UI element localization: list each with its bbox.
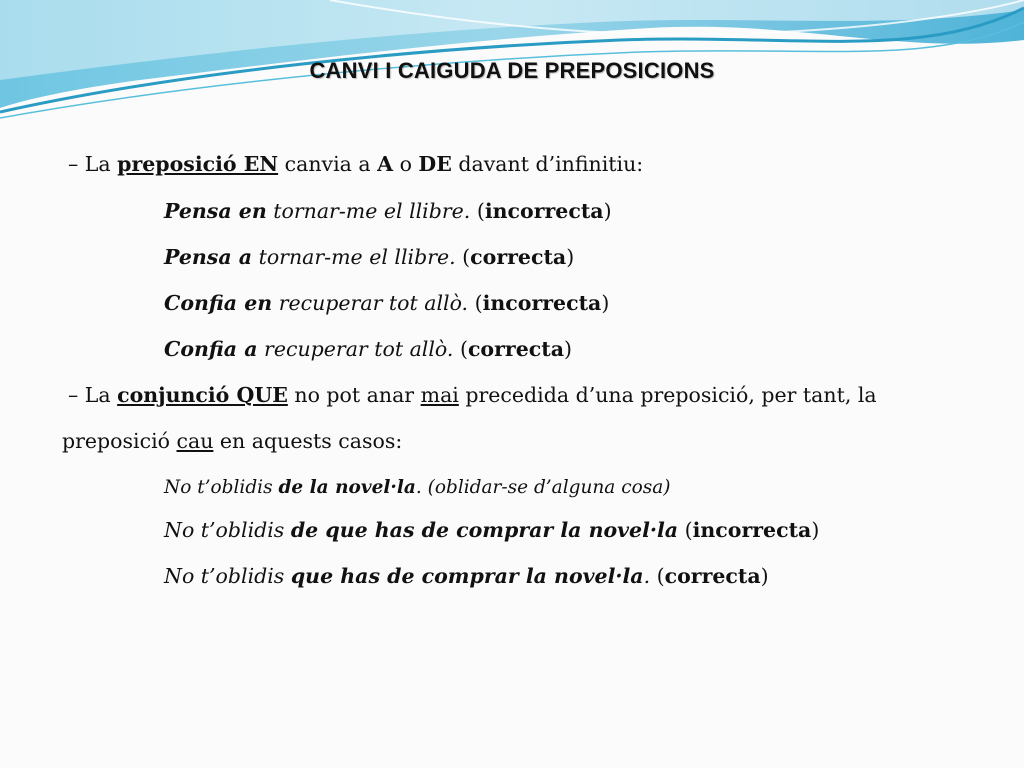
verdict-label: incorrecta: [482, 291, 602, 315]
paren: (: [650, 564, 665, 588]
example-note: . (oblidar-se d’alguna cosa): [415, 477, 671, 498]
paren: ): [760, 564, 769, 588]
paren: ): [603, 199, 612, 223]
example-text: recuperar tot allò.: [257, 337, 454, 361]
verdict-label: incorrecta: [484, 199, 604, 223]
paren: ): [563, 337, 572, 361]
slide-title: CANVI I CAIGUDA DE PREPOSICIONS: [309, 58, 715, 83]
keyword-de: DE: [418, 152, 452, 176]
paren: ): [811, 518, 820, 542]
text-segment: – La: [68, 152, 118, 176]
paren: (: [455, 245, 471, 269]
text-segment: preposició: [62, 429, 177, 453]
example-text: tornar-me el llibre.: [252, 245, 456, 269]
text-segment: o: [393, 152, 419, 176]
example-keyword: Confia a: [164, 337, 258, 361]
example-line: [164, 289, 609, 317]
text-segment: no pot anar: [287, 383, 421, 407]
example-line: [164, 516, 819, 544]
rule-en-to-a-de: [68, 150, 643, 178]
keyword-a: A: [377, 152, 394, 176]
text-segment: – La: [68, 383, 118, 407]
example-text: recuperar tot allò.: [272, 291, 469, 315]
example-text: No t’oblidis: [164, 477, 279, 498]
paren: (: [678, 518, 693, 542]
example-text: No t’oblidis: [164, 518, 291, 542]
example-keyword: Pensa a: [164, 245, 253, 269]
example-line: [164, 335, 572, 363]
example-keyword: que has de comprar la novel·la: [290, 564, 644, 588]
verdict-label: correcta: [467, 337, 564, 361]
example-line: [164, 243, 574, 271]
text-segment: en aquests casos:: [213, 429, 403, 453]
keyword-cau: cau: [176, 429, 214, 453]
paren: (: [468, 291, 483, 315]
paren: ): [601, 291, 610, 315]
keyword-conjuncio-que: conjunció QUE: [117, 383, 288, 407]
verdict-label: incorrecta: [692, 518, 812, 542]
text-segment: canvia a: [278, 152, 378, 176]
keyword-preposicio-en: preposició EN: [117, 152, 279, 176]
example-keyword: de que has de comprar la novel·la: [290, 518, 679, 542]
example-line: [164, 562, 769, 590]
keyword-mai: mai: [420, 383, 459, 407]
paren: ): [566, 245, 575, 269]
example-text: tornar-me el llibre.: [266, 199, 471, 223]
example-line: [164, 197, 612, 225]
paren: (: [453, 337, 468, 361]
example-keyword: de la novel·la: [278, 477, 416, 498]
example-text: No t’oblidis: [164, 564, 291, 588]
period: .: [643, 564, 651, 588]
verdict-label: correcta: [664, 564, 761, 588]
example-keyword: Confia en: [164, 291, 273, 315]
paren: (: [470, 199, 485, 223]
example-line: [164, 474, 670, 502]
text-segment: davant d’infinitiu:: [451, 152, 644, 176]
verdict-label: correcta: [470, 245, 567, 269]
rule-conjuncio-que: [68, 381, 877, 409]
text-segment: precedida d’una preposició, per tant, la: [458, 383, 877, 407]
rule-continuation: [62, 427, 402, 455]
example-keyword: Pensa en: [164, 199, 267, 223]
